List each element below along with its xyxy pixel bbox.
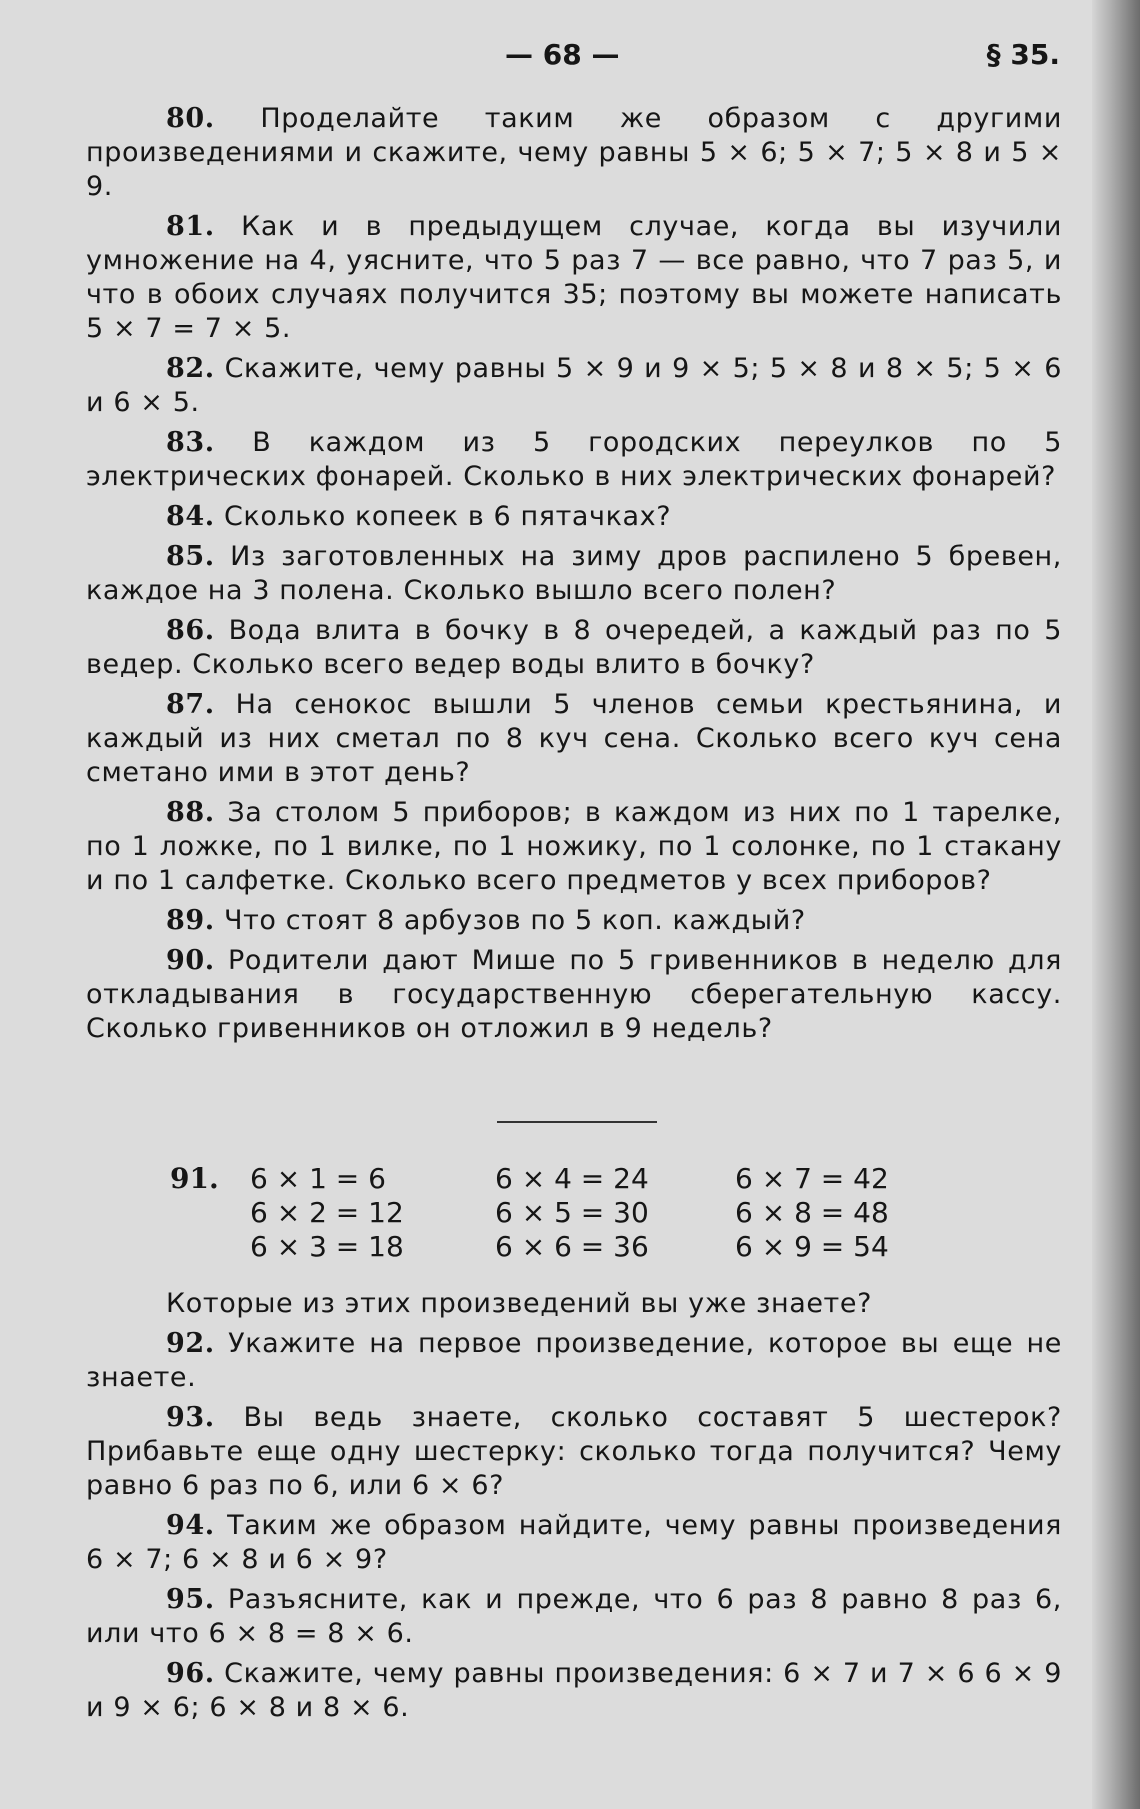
problem-number: 84. [166,501,215,532]
problem-83 [86,426,1062,494]
problem-text: Скажите, чему равны 5 × 9 и 9 × 5; 5 × 8 и 8 × 5; 5 × 6 и 6 × 5. [86,353,1062,418]
table-cell: 6 × 6 = 36 [495,1230,649,1263]
page-binding-shadow [1092,0,1140,1809]
problem-number: 80. [166,103,215,134]
table-cell: 6 × 1 = 6 [250,1162,386,1195]
section-number: § 35. [986,38,1060,71]
problem-90 [86,944,1062,1046]
problem-text: Вы ведь знаете, сколько составят 5 шестерок? Прибавьте еще одну шестерку: сколько тогда получится? Чему равно 6 раз по 6, или 6 × 6? [86,1402,1062,1501]
problem-number: 96. [166,1658,215,1689]
problem-87 [86,688,1062,790]
problem-text: Как и в предыдущем случае, когда вы изучили умножение на 4, уясните, что 5 раз 7 — все равно, что 7 раз 5, и что в обоих случаях получится 35; поэтому вы можете написать 5 × 7 = 7 × 5. [86,211,1062,344]
problem-text: Которые из этих произведений вы уже знаете? [166,1288,873,1319]
problem-85 [86,540,1062,608]
table-cell: 6 × 7 = 42 [735,1162,889,1195]
problem-text: Скажите, чему равны произведения: 6 × 7 и 7 × 6 6 × 9 и 9 × 6; 6 × 8 и 8 × 6. [86,1658,1062,1723]
problem-86 [86,614,1062,682]
problem-95 [86,1583,1062,1651]
problem-text: Вода влита в бочку в 8 очередей, а каждый раз по 5 ведер. Сколько всего ведер воды влито в бочку? [86,615,1062,680]
problem-text: Из заготовленных на зиму дров распилено 5 бревен, каждое на 3 полена. Сколько вышло всего полен? [86,541,1062,606]
problem-number: 92. [166,1328,215,1359]
problem-number: 88. [166,797,215,828]
problem-number: 85. [166,541,215,572]
problem-text: Разъясните, как и прежде, что 6 раз 8 равно 8 раз 6, или что 6 × 8 = 8 × 6. [86,1584,1062,1649]
problem-text: Что стоят 8 арбузов по 5 коп. каждый? [223,905,806,936]
table-cell: 6 × 5 = 30 [495,1196,649,1229]
problem-number: 94. [166,1510,215,1541]
table-cell: 6 × 9 = 54 [735,1230,889,1263]
table-cell: 6 × 3 = 18 [250,1230,404,1263]
section-divider [497,1121,657,1123]
problem-number: 95. [166,1584,215,1615]
problem-82 [86,352,1062,420]
problem-number: 89. [166,905,215,936]
problem-89 [86,904,1062,938]
problem-text: В каждом из 5 городских переулков по 5 электрических фонарей. Сколько в них электрических фонарей? [86,427,1062,492]
problems-80-90 [86,102,1062,1052]
problem-80 [86,102,1062,204]
page-number: — 68 — [505,38,620,71]
problem-number: 93. [166,1402,215,1433]
problem-88 [86,796,1062,898]
problem-text: Сколько копеек в 6 пятачках? [223,501,672,532]
page-header [0,34,1140,78]
table-column [495,1162,649,1264]
problem-81 [86,210,1062,346]
problem-number: 86. [166,615,215,646]
table-column [250,1162,404,1264]
problem-93 [86,1401,1062,1503]
problem-96 [86,1657,1062,1725]
problem-number: 90. [166,945,215,976]
problem-number: 83. [166,427,215,458]
problem-number: 81. [166,211,215,242]
problem-text: За столом 5 приборов; в каждом из них по 1 тарелке, по 1 ложке, по 1 вилке, по 1 ножику, по 1 солонке, по 1 стакану и по 1 салфетке. Сколько всего предметов у всех приборов? [86,797,1062,896]
problem-text: Укажите на первое произведение, которое вы еще не знаете. [86,1328,1062,1393]
problem-number: 91. [170,1162,219,1195]
problem-text: Таким же образом найдите, чему равны произведения 6 × 7; 6 × 8 и 6 × 9? [86,1510,1062,1575]
table-column [735,1162,889,1264]
table-cell: 6 × 4 = 24 [495,1162,649,1195]
problem-92 [86,1327,1062,1395]
question-91 [86,1287,1062,1321]
table-cell: 6 × 2 = 12 [250,1196,404,1229]
problem-text: Родители дают Мише по 5 гривенников в неделю для откладывания в государственную сберегательную кассу. Сколько гривенников он отложил в 9 недель? [86,945,1063,1044]
problem-text: Проделайте таким же образом с другими произведениями и скажите, чему равны 5 × 6; 5 × 7; 5 × 8 и 5 × 9. [86,103,1062,202]
problem-84 [86,500,1062,534]
problem-number: 87. [166,689,215,720]
problems-91-96 [86,1287,1062,1731]
problem-94 [86,1509,1062,1577]
problem-text: На сенокос вышли 5 членов семьи крестьянина, и каждый из них сметал по 8 куч сена. Сколько всего куч сена сметано ими в этот день? [86,689,1062,788]
problem-number: 82. [166,353,215,384]
table-cell: 6 × 8 = 48 [735,1196,889,1229]
